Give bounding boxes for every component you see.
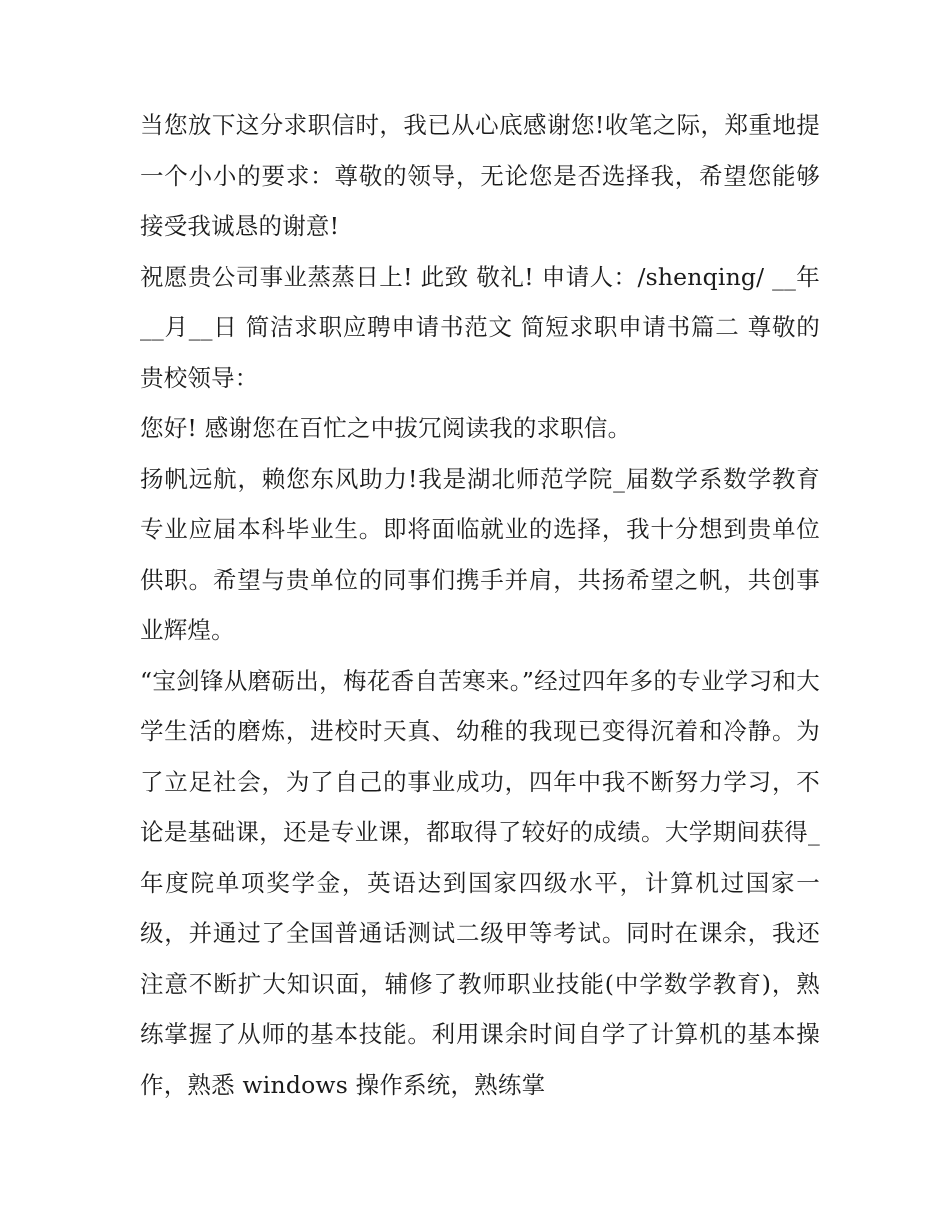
paragraph-greeting: 您好! 感谢您在百忙之中拔冗阅读我的求职信。	[140, 414, 632, 442]
paragraph-closing: 祝愿贵公司事业蒸蒸日上! 此致 敬礼! 申请人：/shenqing/ __年__月__日 简洁求职应聘申请书范文 简短求职申请书篇二 尊敬的贵校领导：	[140, 262, 820, 392]
paragraph-thanks: 当您放下这分求职信时，我已从心底感谢您!收笔之际，郑重地提一个小小的要求：尊敬的领导，无论您是否选择我，希望您能够接受我诚恳的谢意!	[140, 111, 820, 240]
paragraph-introduction: 扬帆远航，赖您东风助力!我是湖北师范学院_届数学系数学教育专业应届本科毕业生。即将面临就业的选择，我十分想到贵单位供职。希望与贵单位的同事们携手并肩，共扬希望之帆，共创事业辉煌。	[140, 464, 820, 644]
paragraph-experience: “宝剑锋从磨砺出，梅花香自苦寒来。”经过四年多的专业学习和大学生活的磨炼，进校时天真、幼稚的我现已变得沉着和冷静。为了立足社会，为了自己的事业成功，四年中我不断努力学习，不论是基础课，还是专业课，都取得了较好的成绩。大学期间获得_年度院单项奖学金，英语达到国家四级水平，计算机过国家一级，并通过了全国普通话测试二级甲等考试。同时在课余，我还注意不断扩大知识面，辅修了教师职业技能(中学数学教育)，熟练掌握了从师的基本技能。利用课余时间自学了计算机的基本操作，熟悉 windows 操作系统，熟练掌	[140, 666, 820, 1099]
document-body	[140, 100, 820, 1110]
